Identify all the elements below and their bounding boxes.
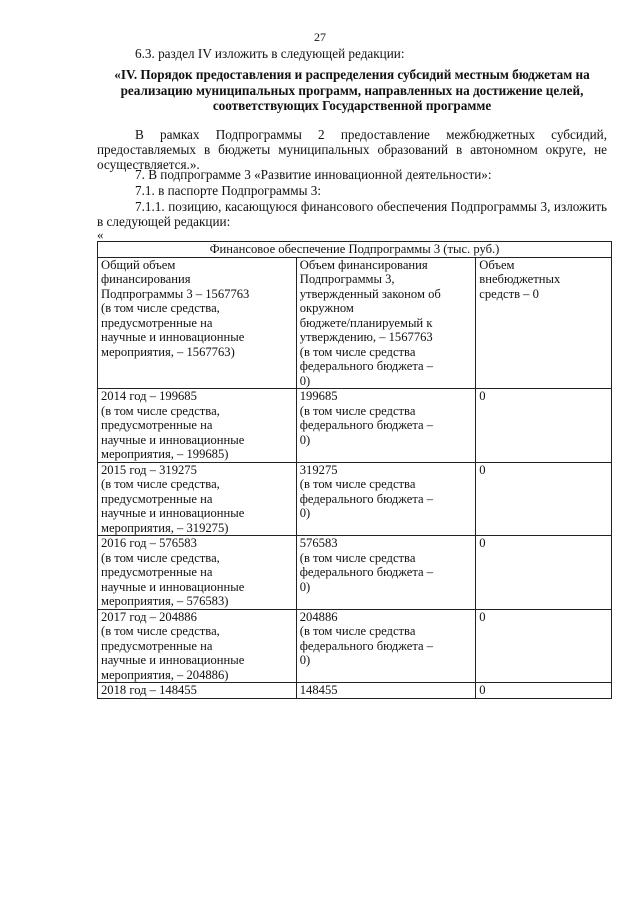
item-7-1-1: 7.1.1. позицию, касающуюся финансового обеспечения Подпрограммы 3, изложить в следующей редакции: bbox=[97, 199, 607, 229]
cell-budget bbox=[296, 536, 476, 610]
year-text: 2015 год – 319275 (в том числе средства, предусмотренные на научные и инновационные мероприятия, – 319275) bbox=[101, 462, 245, 535]
cell-budget bbox=[296, 462, 476, 536]
section-heading: «IV. Порядок предоставления и распределения субсидий местным бюджетам на реализацию муниципальных программ, направленных на достижение целей, соответствующих Государственной программе bbox=[114, 67, 590, 113]
extra-text: 0 bbox=[479, 683, 486, 697]
extra-text: 0 bbox=[479, 462, 486, 477]
table-row bbox=[98, 609, 612, 683]
table-caption-row bbox=[98, 242, 612, 258]
budget-text: 204886 (в том числе средства федерального бюджета – 0) bbox=[299, 609, 434, 667]
year-text: 2017 год – 204886 (в том числе средства, предусмотренные на научные и инновационные мероприятия, – 204886) bbox=[101, 609, 245, 682]
cell-extra bbox=[476, 683, 612, 699]
cell-extra bbox=[476, 536, 612, 610]
extra-text: 0 bbox=[479, 609, 486, 624]
table-header-row bbox=[98, 257, 612, 389]
cell-year bbox=[98, 683, 297, 699]
cell-year bbox=[98, 389, 297, 463]
budget-text: 148455 bbox=[299, 683, 338, 697]
item-7: 7. В подпрограмме 3 «Развитие инновационной деятельности»: bbox=[135, 167, 492, 182]
extra-text: 0 bbox=[479, 536, 486, 550]
cell-budget bbox=[296, 389, 476, 463]
cell-budget bbox=[296, 609, 476, 683]
budget-text: 576583 (в том числе средства федерального бюджета – 0) bbox=[299, 536, 434, 594]
table-row bbox=[98, 536, 612, 610]
intro-line: 6.3. раздел IV изложить в следующей редакции: bbox=[135, 46, 405, 61]
cell-total-financing bbox=[98, 257, 297, 389]
cell-budget bbox=[296, 683, 476, 699]
total-financing-text: Общий объем финансирования Подпрограммы 3 – 1567763 (в том числе средства, предусмотренные на научные и инновационные мероприятия, – 1567763) bbox=[101, 257, 250, 359]
table-row bbox=[98, 389, 612, 463]
budget-text: 199685 (в том числе средства федерального бюджета – 0) bbox=[299, 389, 434, 447]
quote-open-mark: « bbox=[97, 227, 104, 242]
cell-extra bbox=[476, 462, 612, 536]
table-row bbox=[98, 462, 612, 536]
cell-district-budget bbox=[296, 257, 476, 389]
cell-year bbox=[98, 609, 297, 683]
paragraph-subprogram-2: В рамках Подпрограммы 2 предоставление межбюджетных субсидий, предоставляемых в бюджеты муниципальных образований в автономном округе, не осуществляется.». bbox=[97, 127, 607, 172]
table-row bbox=[98, 683, 612, 699]
district-budget-text: Объем финансирования Подпрограммы 3, утвержденный законом об окружном бюджете/планируемый к утверждению, – 1567763 (в том числе средства федерального бюджета – 0) bbox=[299, 257, 441, 388]
budget-text: 319275 (в том числе средства федерального бюджета – 0) bbox=[299, 462, 434, 520]
year-text: 2018 год – 148455 bbox=[101, 683, 197, 697]
cell-year bbox=[98, 462, 297, 536]
year-text: 2016 год – 576583 (в том числе средства, предусмотренные на научные и инновационные мероприятия, – 576583) bbox=[101, 536, 245, 608]
table-caption: Финансовое обеспечение Подпрограммы 3 (тыс. руб.) bbox=[98, 242, 612, 258]
year-text: 2014 год – 199685 (в том числе средства, предусмотренные на научные и инновационные мероприятия, – 199685) bbox=[101, 389, 245, 461]
page-number: 27 bbox=[314, 30, 326, 44]
financing-table bbox=[97, 241, 612, 699]
cell-year bbox=[98, 536, 297, 610]
extrabudgetary-text: Объем внебюджетных средств – 0 bbox=[479, 257, 561, 301]
item-7-1: 7.1. в паспорте Подпрограммы 3: bbox=[135, 183, 322, 198]
cell-extra bbox=[476, 609, 612, 683]
cell-extra bbox=[476, 389, 612, 463]
cell-extrabudgetary bbox=[476, 257, 612, 389]
extra-text: 0 bbox=[479, 389, 486, 403]
